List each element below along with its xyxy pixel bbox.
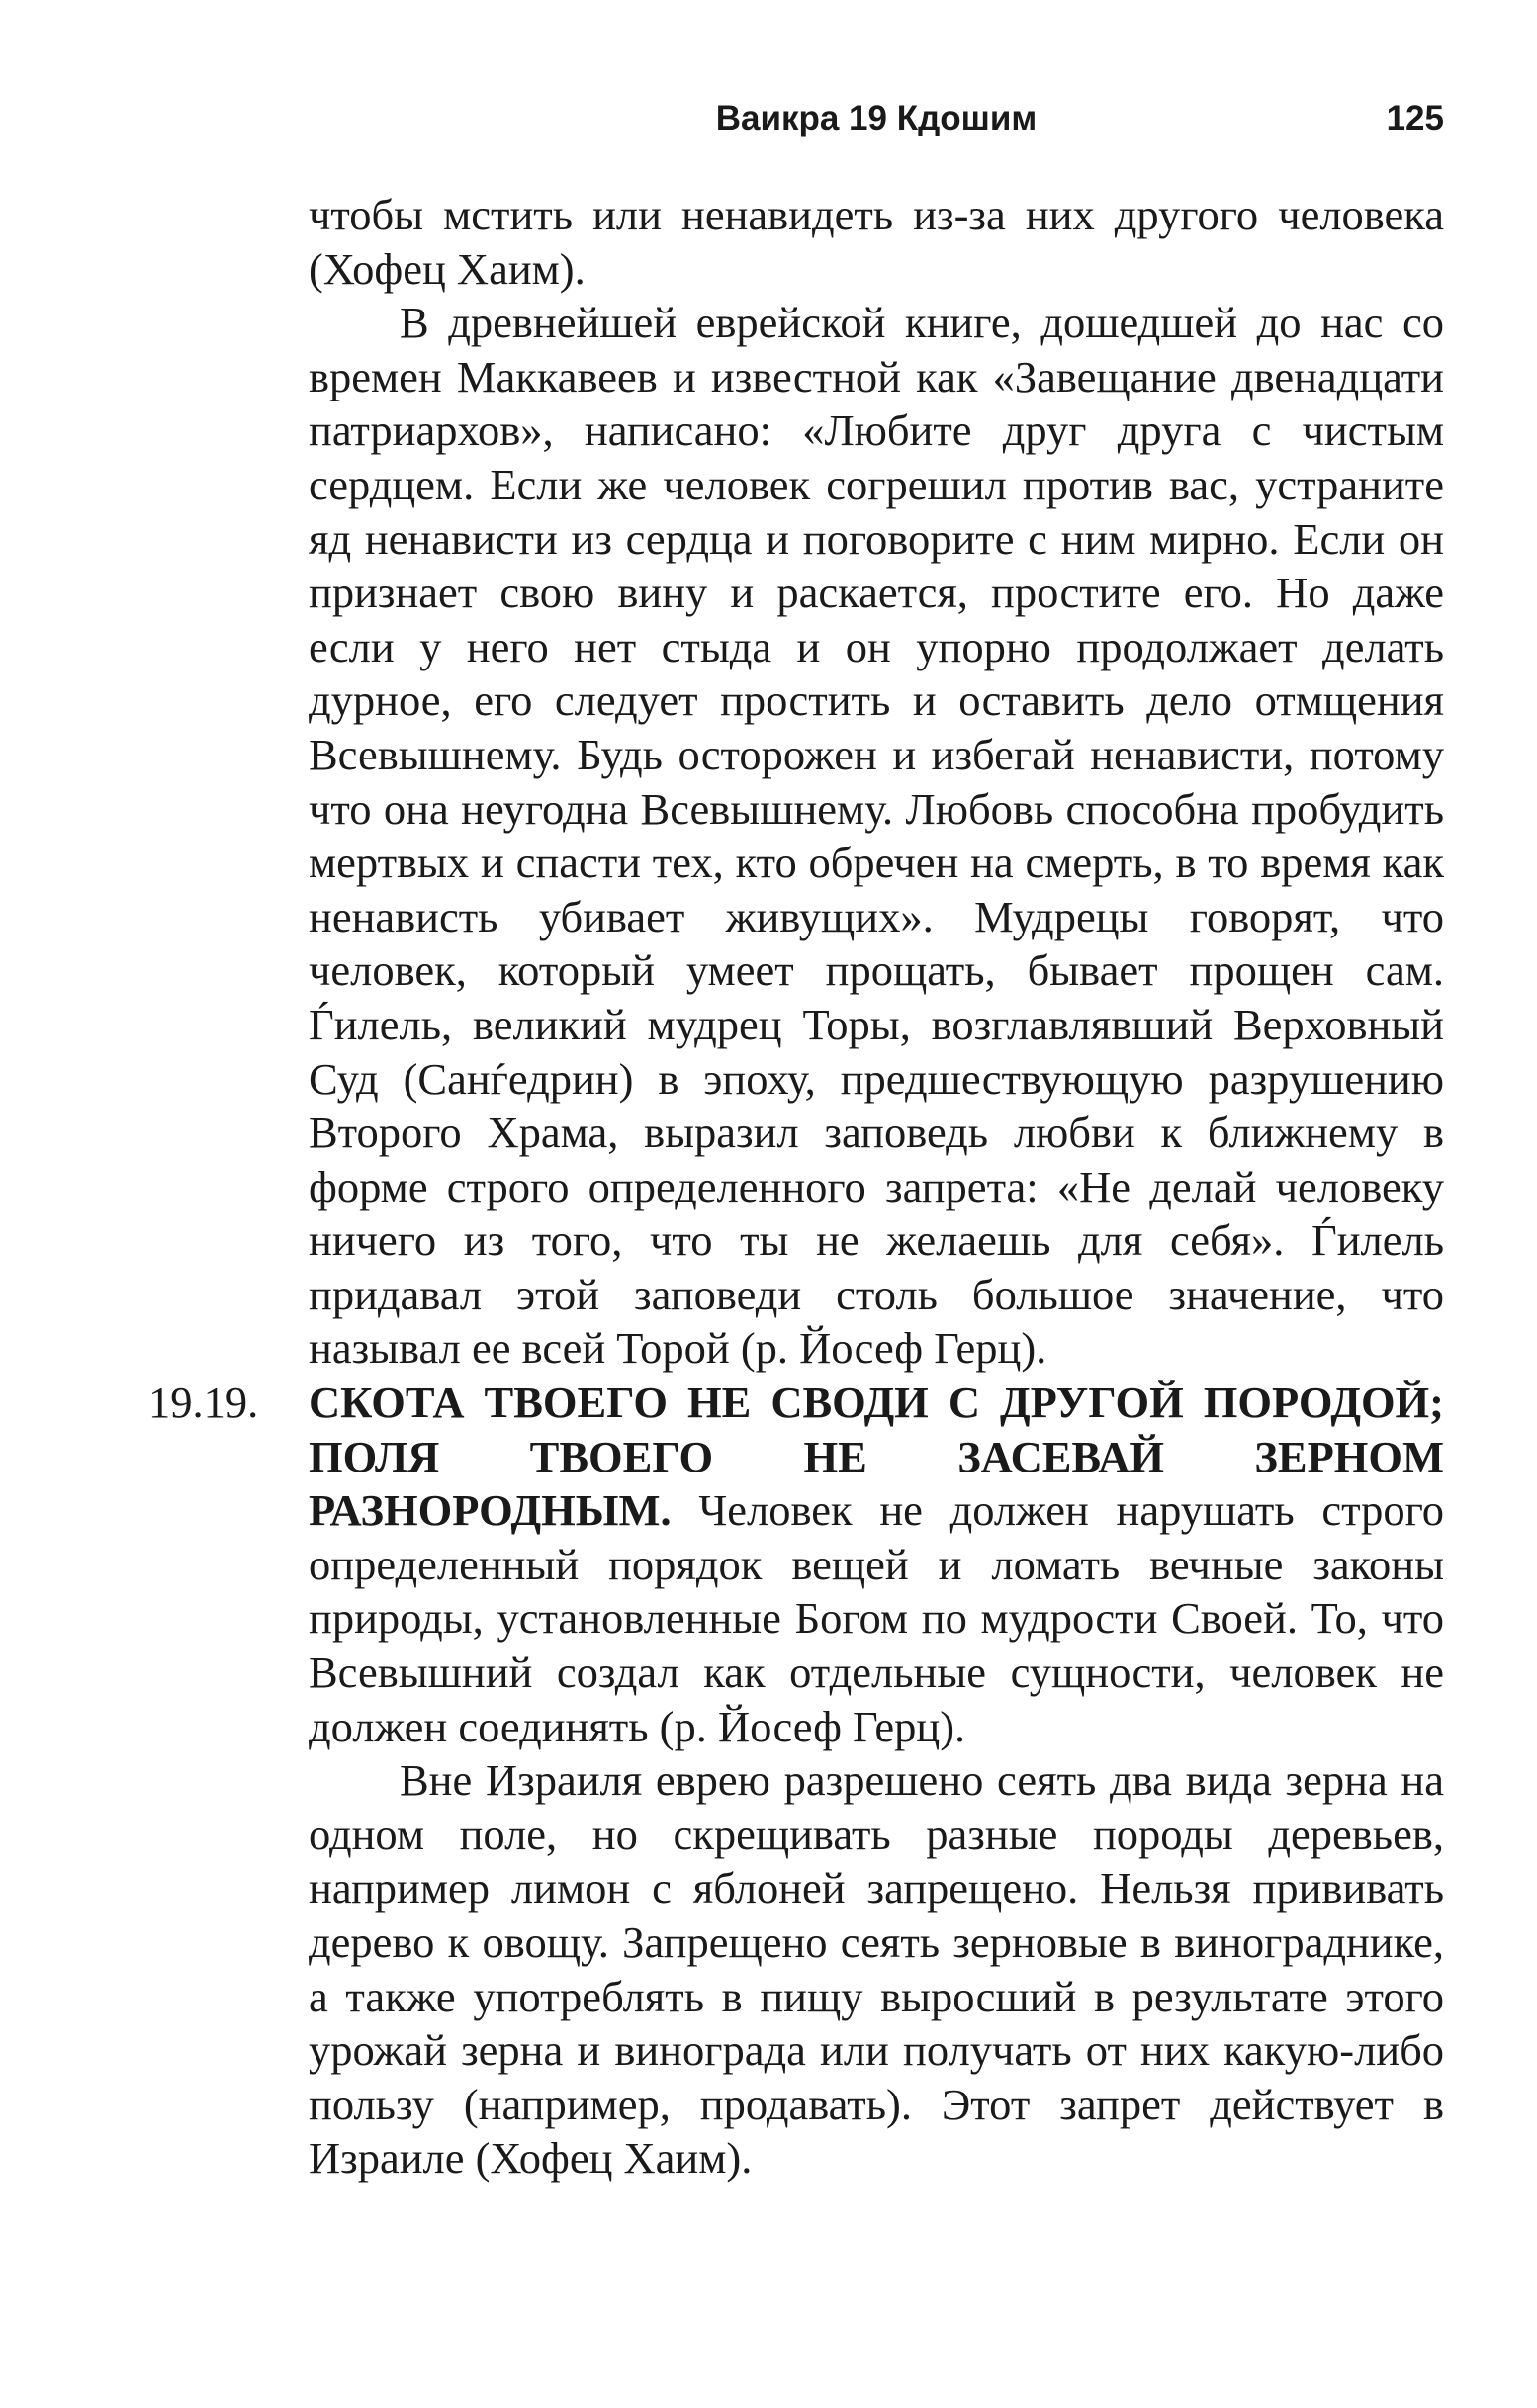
body-text: [148, 188, 1445, 2185]
running-header-title: Ваикра 19 Кдошим: [715, 99, 1038, 137]
verse-quote: СКОТА ТВОЕГО НЕ СВОДИ С ДРУГОЙ ПОРОДОЙ; ПОЛЯ ТВОЕГО НЕ ЗАСЕВАЙ ЗЕРНОМ РАЗНОРОДНЫМ.: [309, 1378, 1444, 1536]
paragraph-mixed-species: Вне Израиля еврею разрешено сеять два вида зерна на одном поле, но скрещивать разные породы деревьев, например лимон с яблоней запрещено. Нельзя прививать дерево к овощу. Запрещено сеять зерновые в винограднике, а также употреблять в пищу выросший в результате этого урожай зерна и винограда или получать от них какую-либо пользу (например, продавать). Этот запрет действует в Израиле (Хофец Хаим).: [309, 1755, 1444, 2184]
page-number: 125: [1386, 99, 1444, 137]
verse-number: 19.19.: [148, 1378, 259, 1428]
verse-19-19: [148, 1376, 1445, 1753]
verse-commentary: Человек не должен нарушать строго определенный порядок вещей и ломать вечные законы природы, установленные Богом по мудрости Своей. То, что Всевышний создал как отдельные сущности, человек не должен соединять (р. Йосеф Герц).: [309, 1485, 1445, 1751]
paragraph-continuation: чтобы мстить или ненавидеть из-за них другого человека (Хофец Хаим).: [309, 190, 1444, 294]
paragraph-testament: В древнейшей еврейской книге, дошедшей до нас со времен Маккавеев и известной как «Завещание двенадцати патриархов», написано: «Любите друг друга с чистым сердцем. Если же человек согрешил против вас, устраните яд ненависти из сердца и поговорите с ним мирно. Если он признает свою вину и раскается, простите его. Но даже если у него нет стыда и он упорно продолжает делать дурное, его следует простить и оставить дело отмщения Всевышнему. Будь осторожен и избегай ненависти, потому что она неугодна Всевышнему. Любовь способна пробудить мертвых и спасти тех, кто обречен на смерть, в то время как ненависть убивает живущих». Мудрецы говорят, что человек, который умеет прощать, бывает прощен сам. Ѓилель, великий мудрец Торы, возглавлявший Верховный Суд (Санѓедрин) в эпоху, предшествующую разрушению Второго Храма, выразил заповедь любви к ближнему в форме строго определенного запрета: «Не делай человеку ничего из того, что ты не желаешь для себя». Ѓилель придавал этой заповеди столь большое значение, что называл ее всей Торой (р. Йосеф Герц).: [309, 298, 1444, 1374]
running-header: [309, 89, 1444, 148]
